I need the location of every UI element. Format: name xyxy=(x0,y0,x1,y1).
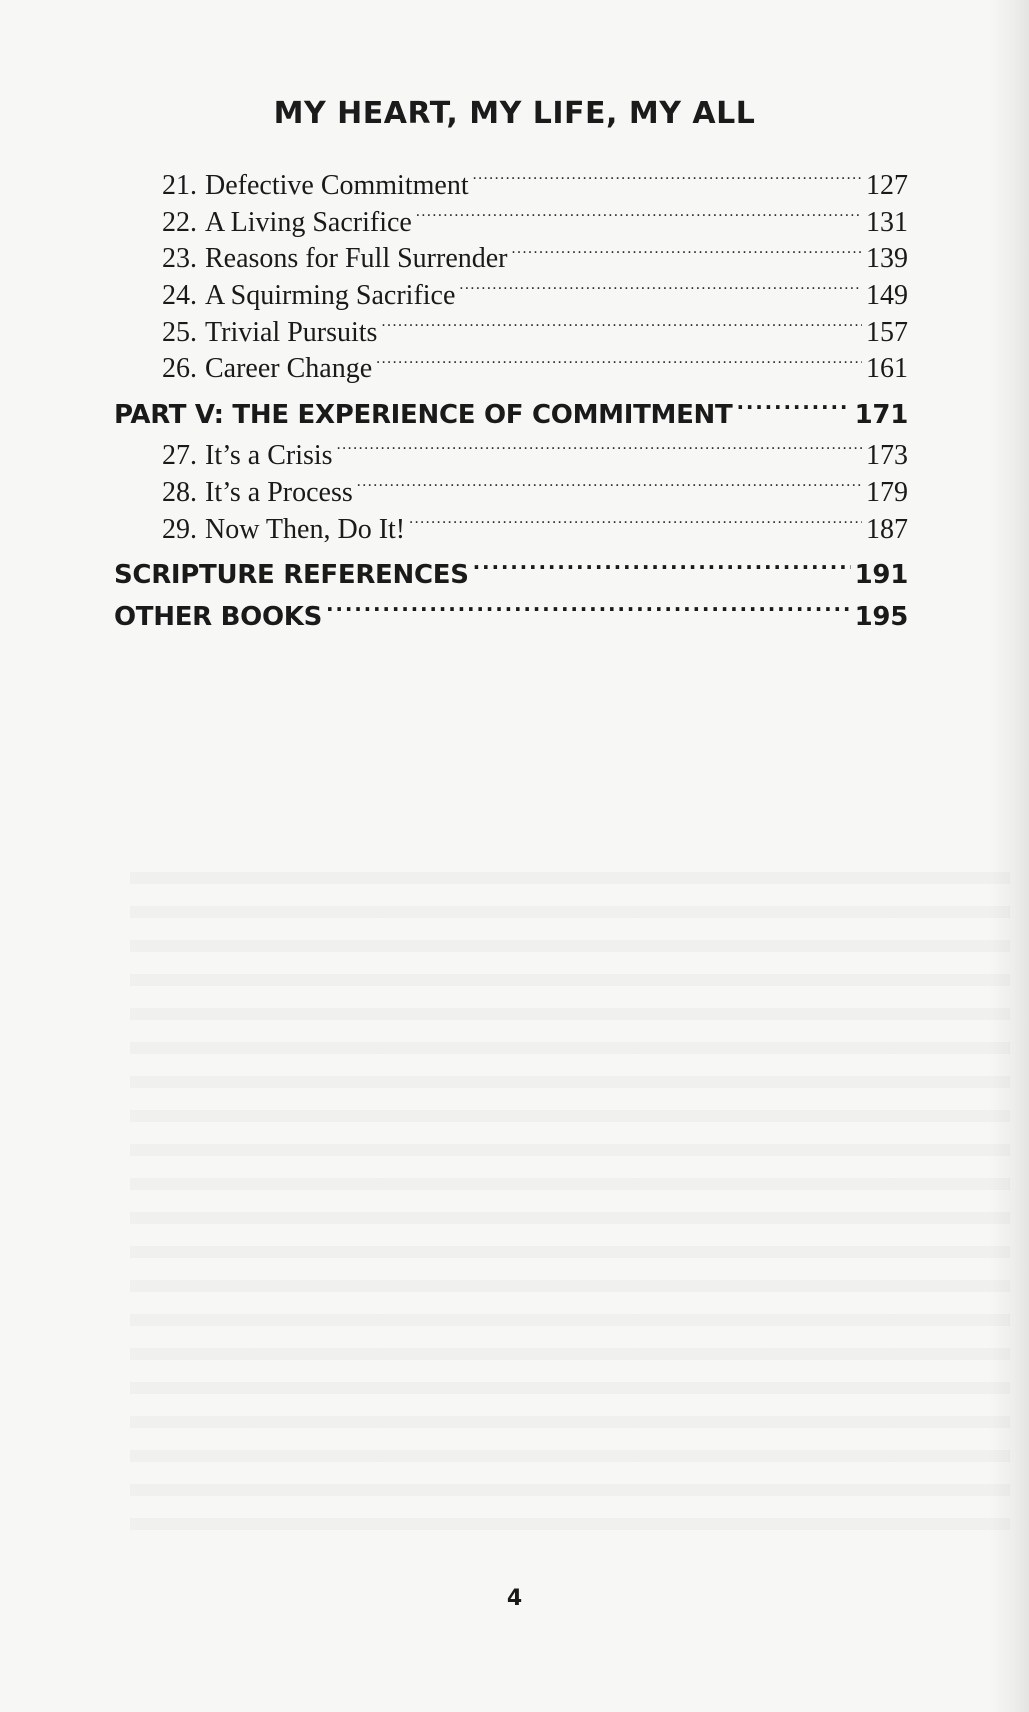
dot-leader xyxy=(326,599,851,625)
toc-part-v[interactable] xyxy=(114,394,908,436)
page-number: 191 xyxy=(854,560,908,591)
page-number: 179 xyxy=(866,476,908,508)
chapter-title: A Living Sacrifice xyxy=(205,206,412,238)
dot-leader xyxy=(376,349,862,377)
chapter-number: 25. xyxy=(162,316,197,348)
dot-leader xyxy=(357,473,862,501)
chapter-title: Reasons for Full Surrender xyxy=(205,243,508,275)
running-head: MY HEART, MY LIFE, MY ALL xyxy=(273,96,756,131)
chapter-number: 22. xyxy=(162,206,197,238)
chapter-title: Trivial Pursuits xyxy=(205,316,378,348)
chapter-number: 29. xyxy=(162,513,197,545)
toc-scripture-references[interactable] xyxy=(114,554,908,596)
toc-other-books[interactable] xyxy=(114,596,908,638)
page-number: 187 xyxy=(866,513,908,545)
toc-entry-21[interactable] xyxy=(114,166,908,203)
chapter-number: 21. xyxy=(162,170,197,201)
toc-entry-26[interactable] xyxy=(114,349,908,386)
page-number: 195 xyxy=(854,602,908,633)
page-number: 157 xyxy=(866,316,908,348)
chapter-title: A Squirming Sacrifice xyxy=(205,280,456,312)
page-number: 173 xyxy=(866,440,908,472)
toc-entry-22[interactable] xyxy=(114,203,908,240)
page-number: 127 xyxy=(866,170,908,201)
chapter-title: Career Change xyxy=(205,353,373,385)
chapter-title: It’s a Process xyxy=(205,476,353,508)
chapter-number: 23. xyxy=(162,243,197,275)
toc-entry-28[interactable] xyxy=(114,473,908,510)
dot-leader xyxy=(512,239,862,267)
chapter-title: Now Then, Do It! xyxy=(205,513,406,545)
part-title: SCRIPTURE REFERENCES xyxy=(114,560,469,591)
page-number: 149 xyxy=(866,280,908,312)
page-spine-shadow xyxy=(989,0,1029,1712)
dot-leader xyxy=(473,166,862,194)
toc-entry-25[interactable] xyxy=(114,313,908,350)
chapter-title: Defective Commitment xyxy=(205,170,469,201)
dot-leader xyxy=(381,313,862,341)
dot-leader xyxy=(337,436,862,464)
chapter-number: 24. xyxy=(162,280,197,312)
toc-entry-24[interactable] xyxy=(114,276,908,313)
dot-leader xyxy=(473,557,851,583)
dot-leader xyxy=(459,276,862,304)
chapter-title: It’s a Crisis xyxy=(205,440,333,472)
page-number: 131 xyxy=(866,206,908,238)
reverse-side-bleed-through xyxy=(130,850,1010,1550)
dot-leader xyxy=(416,203,862,231)
page-folio: 4 xyxy=(506,1586,523,1611)
toc-entry-23[interactable] xyxy=(114,239,908,276)
toc-entry-27[interactable] xyxy=(114,436,908,473)
page-number: 139 xyxy=(866,243,908,275)
table-of-contents xyxy=(114,166,908,638)
dot-leader xyxy=(736,397,850,423)
page-number: 161 xyxy=(866,353,908,385)
toc-entry-29[interactable] xyxy=(114,510,908,547)
chapter-number: 26. xyxy=(162,353,197,385)
chapter-number: 28. xyxy=(162,476,197,508)
dot-leader xyxy=(409,510,862,538)
part-title: OTHER BOOKS xyxy=(114,602,323,633)
part-title: PART V: THE EXPERIENCE OF COMMITMENT xyxy=(114,400,733,431)
page-number: 171 xyxy=(854,400,908,431)
chapter-number: 27. xyxy=(162,440,197,472)
